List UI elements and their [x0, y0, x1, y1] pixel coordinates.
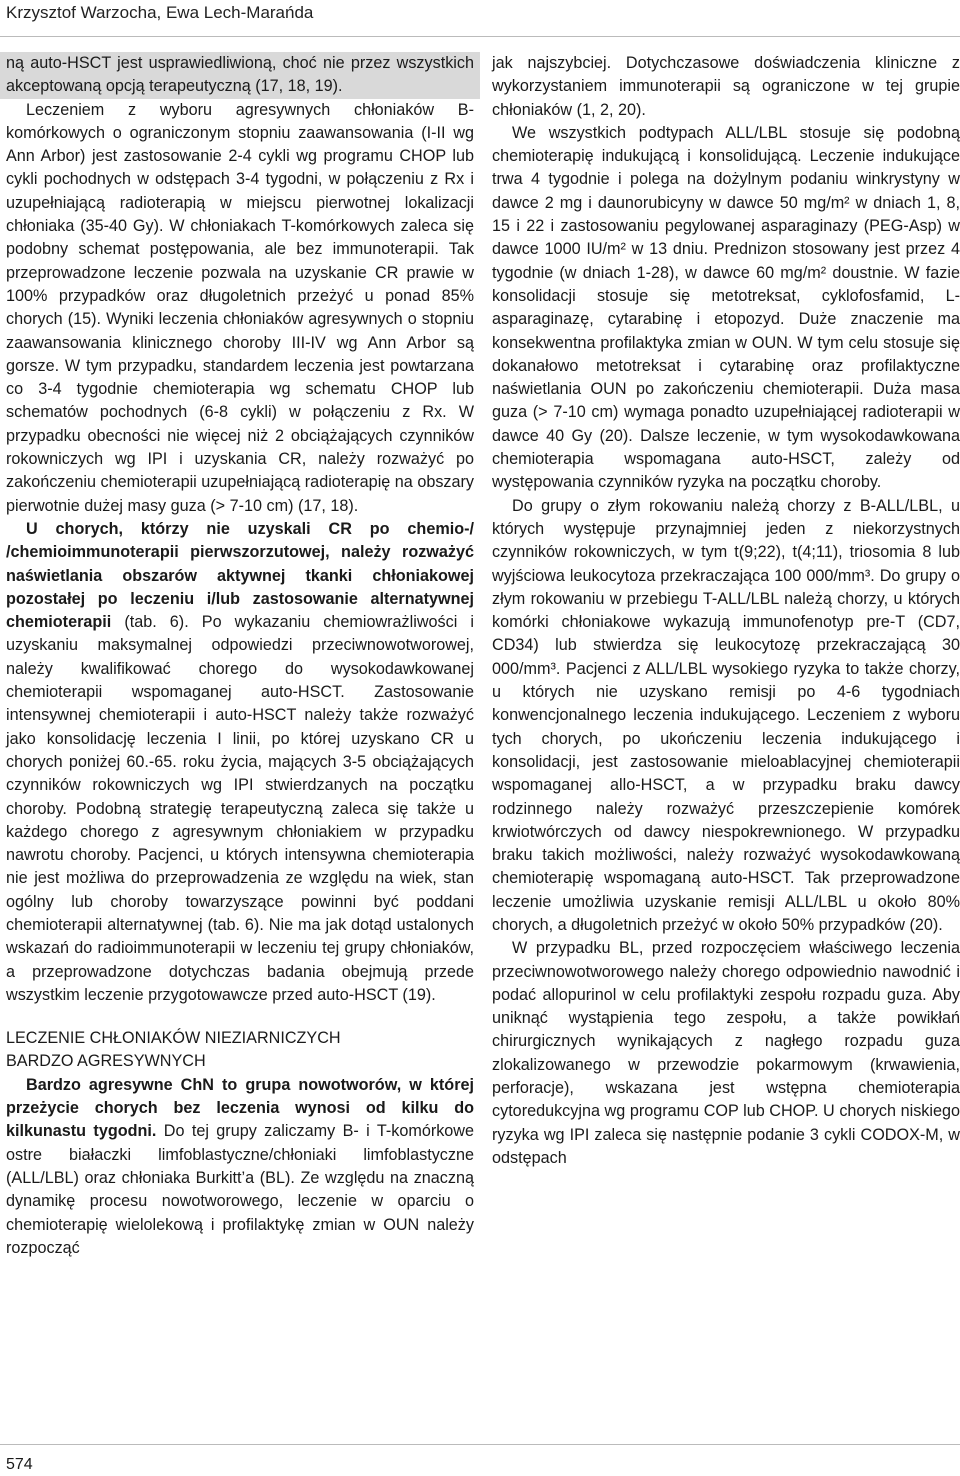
section-heading-line1: LECZENIE CHŁONIAKÓW NIEZIARNICZYCH	[6, 1029, 341, 1048]
paragraph: We wszystkich podtypach ALL/LBL stosuje się podobną chemioterapię indukującą i konsolidującą. Leczenie indukujące trwa 4 tygodnie i polega na dożylnym podaniu winkrystyny w dawce 2 mg i daunorubicyny w dawce 50 mg/m² w dniach 1, 8, 15 i 22 i zastosowaniu pegylowanej asparaginazy (PEG-Asp) w dawce 1000 IU/m² w 13 dniu. Prednizon stosowany jest przez 4 tygodnie (w dniach 1-28), w dawce 60 mg/m² doustnie. W fazie konsolidacji stosuje się metotreksat, cyklofosfamid, L-asparaginazę, cytarabinę i etopozyd. Duże znaczenie ma konsekwentna profilaktyka zmian w OUN. W tym celu stosuje się dokanałowo metotreksat i cytarabinę oraz profilaktyczne naświetlania OUN po zakończeniu chemioterapii. Duża masa guza (> 7-10 cm) wymaga ponadto uzupełniającej radioterapii w dawce 40 Gy (20). Dalsze leczenie, w tym wysokodawkowana chemioterapia wspomagana auto-HSCT, zależy od występowania czynników ryzyka na początku choroby.	[492, 123, 960, 492]
section-heading-line2: BARDZO AGRESYWNYCH	[6, 1052, 206, 1071]
header-divider	[0, 36, 960, 37]
right-column	[492, 52, 960, 1170]
page-number: 574	[6, 1456, 33, 1473]
left-column	[6, 52, 474, 1260]
paragraph: W przypadku BL, przed rozpoczęciem właściwego leczenia przeciwnowotworowego należy chorego odpowiednio nawodnić i podać allopurinol w celu profilaktyki zespołu rozpadu guza. Aby uniknąć wystąpienia tego zespołu, a także powikłań chirurgicznych wynikających z nagłego rozpadu guza zlokalizowanego w przewodzie pokarmowym (krwawienia, perforacje), wskazana jest wstępna chemioterapia cytoredukcyjna wg programu COP lub CHOP. U chorych niskiego ryzyka wg IPI zaleca się następnie podanie 3 cykli CODOX-M, w odstępach	[492, 939, 960, 1167]
paragraph: Leczeniem z wyboru agresywnych chłoniaków B-komórkowych o ograniczonym stopniu zaawansowania (I-II wg Ann Arbor) jest zastosowanie 2-4 cykli wg programu CHOP lub cykli pochodnych w odstępach 3-4 tygodni, w połączeniu z Rx i uzupełniającą radioterapią w miejscu pierwotnej lokalizacji chłoniaka (35-40 Gy). W chłoniakach T-komórkowych zaleca się podobny schemat postępowania, ale bez immunoterapii. Tak przeprowadzone leczenie pozwala na uzyskanie CR prawie w 100% przypadków oraz długoletnich przeżyć u ponad 85% chorych (15). Wyniki leczenia chłoniaków agresywnych o stopniu zaawansowania klinicznego choroby III-IV wg Ann Arbor są gorsze. W tym przypadku, standardem leczenia jest powtarzana co 3-4 tygodnie chemioterapia wg schematu CHOP lub schematów pochodnych (6-8 cykli) w połączeniu z Rx. W przypadku obecności nie więcej niż 2 obciążających czynników rokowniczych wg IPI i uzyskania CR, należy rozważyć po zakończeniu chemioterapii uzupełniającą radioterapię na obszary pierwotnie dużej masy guza (> 7-10 cm) (17, 18).	[6, 100, 474, 515]
paragraph-text: (tab. 6). Po wykazaniu chemiowrażliwości i uzyskaniu maksymalnej odpowiedzi przeciwnowotworowej, należy kwalifikować chorego do wysokodawkowanej chemioterapii wspomaganej auto-HSCT. Zastosowanie intensywnej chemioterapii i auto-HSCT należy także rozważyć jako konsolidację leczenia I linii, po której uzyskano CR u chorych poniżej 60.-65. roku życia, mających 3-5 obciążających czynników rokowniczych wg IPI stwierdzanych na początku choroby. Podobną strategię terapeutyczną zaleca się także u każdego chorego z agresywnym chłoniakiem w przypadku nawrotu choroby. Pacjenci, u których intensywna chemioterapia nie jest możliwa do przeprowadzenia ze względu na wiek, stan ogólny lub choroby towarzyszące powinni być poddani chemioterapii alternatywnej (tab. 6). Nie ma jak dotąd ustalonych wskazań do radioimmunoterapii w leczeniu tej grupy chłoniaków, a przeprowadzone dotychczas badania obejmują przede wszystkim leczenie przygotowawcze przed auto-HSCT (19).	[6, 613, 474, 1004]
paragraph: Do grupy o złym rokowaniu należą chorzy z B-ALL/LBL, u których występuje przynajmniej jeden z niekorzystnych czynników rokowniczych, w tym t(9;22), t(4;11), triosomia 8 lub wyjściowa leukocytoza przekraczająca 100 000/mm³. Do grupy o złym rokowaniu w przebiegu T-ALL/LBL należą chorzy, u których komórki chłoniakowe wykazują immunofenotyp pre-T (CD7, CD34) lub stwierdza się leukocytozę przekraczającą 30 000/mm³. Pacjenci z ALL/LBL wysokiego ryzyka to także chorzy, u których nie uzyskano remisji po 4-6 tygodniach konwencjonalnego leczenia indukującego. Leczeniem z wyboru tych chorych, po ukończeniu leczenia indukującego i konsolidacji, jest zastosowanie mieloablacyjnej chemioterapii wspomaganej allo-HSCT, a w przypadku braku dawcy rodzinnego należy rozważyć przeszczepienie komórek krwiotwórczych od dawcy niespokrewnionego. W przypadku braku takich możliwości, należy rozważyć wysokodawkowaną chemioterapię wspomaganą auto-HSCT. Tak przeprowadzone leczenie umożliwia uzyskanie remisji ALL/LBL u około 80% chorych, a długoletnich przeżyć w około 50% przypadków (20).	[492, 496, 960, 934]
paragraph	[6, 518, 474, 1007]
paragraph-text: Do tej grupy zaliczamy B- i T-komórkowe ostre białaczki limfoblastyczne/chłoniaki limfoblastyczne (ALL/LBL) oraz chłoniaka Burkitt’a (BL). Ze względu na znaczną dynamikę procesu nowotworowego, leczenie w oparciu o chemioterapię wielolekową i profilaktykę zmian w OUN należy rozpocząć	[6, 1122, 475, 1257]
bold-definition: Bardzo agresywne ChN to grupa nowotworów, w której przeżycie chorych bez leczenia wynosi od kilku do kilkunastu tygodni.	[6, 1075, 474, 1141]
paragraph: jak najszybciej. Dotychczasowe doświadczenia kliniczne z wykorzystaniem immunoterapii są ograniczone w tej grupie chłoniaków (1, 2, 20).	[492, 54, 960, 119]
paragraph: ną auto-HSCT jest usprawiedliwioną, choć nie przez wszystkich akceptowaną opcją terapeutyczną (17, 18, 19).	[6, 54, 474, 96]
paragraph	[6, 1074, 474, 1260]
bold-recommendation: U chorych, którzy nie uzyskali CR po chemio-/ /chemioimmunoterapii pierwszorzutowej, należy rozważyć naświetlania obszarów aktywnej tkanki chłoniakowej pozostałej po leczeniu i/lub zastosowanie alternatywnej chemioterapii	[6, 519, 474, 632]
footer-divider	[0, 1444, 960, 1445]
running-header-authors: Krzysztof Warzocha, Ewa Lech-Marańda	[6, 3, 314, 22]
